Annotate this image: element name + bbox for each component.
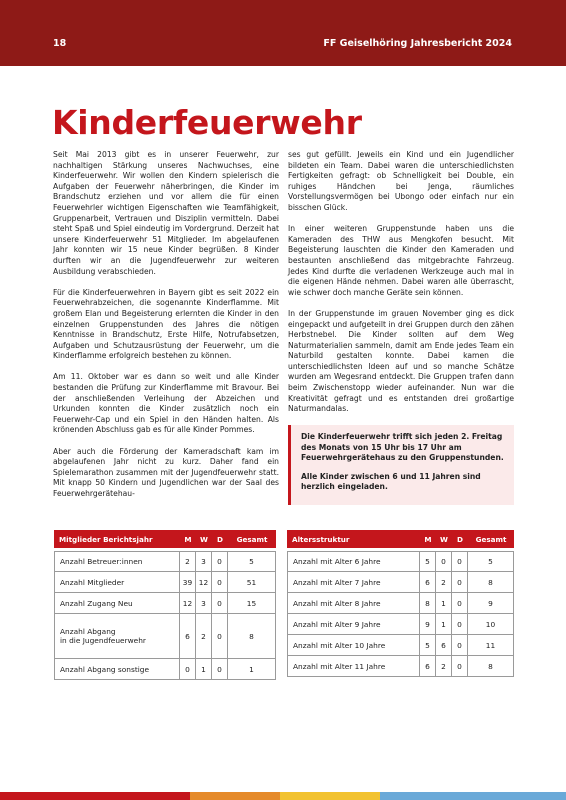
stripe-segment-red [0, 792, 190, 800]
row-label: Anzahl Zugang Neu [54, 593, 180, 614]
cell-m: 6 [180, 614, 196, 659]
cell-total: 8 [228, 614, 276, 659]
table-header-cell: M [420, 530, 436, 548]
table-header-cell: Gesamt [468, 530, 514, 548]
cell-total: 8 [468, 656, 514, 677]
table-row [54, 593, 276, 614]
cell-d: 0 [452, 635, 468, 656]
cell-m: 5 [420, 551, 436, 572]
table-row [54, 614, 276, 659]
cell-d: 0 [212, 572, 228, 593]
cell-w: 1 [196, 659, 212, 680]
table-row [287, 656, 514, 677]
page-title: Kinderfeuerwehr [52, 103, 362, 142]
row-label: Anzahl mit Alter 6 Jahre [287, 551, 420, 572]
row-label: Anzahl Abgang sonstige [54, 659, 180, 680]
members-table [54, 530, 276, 680]
paragraph: Seit Mai 2013 gibt es in unserer Feuerwehr, zur nachhaltigen Stärkung unseres Nachwuchses, eine Kinderfeuerwehr. Wir wollen den Kindern spielerisch die Aufgaben der Feuerwehr näherbringen, die Kinder im Brandschutz erziehen und vor allem die für einen Feuerwehrler wichtigen Eigenschaften wie Teamfähigkeit, Gruppenarbeit, Vertrauen und Disziplin vermitteln. Dabei steht Spaß und Spiel eindeutig im Vordergrund. Derzeit hat unsere Kinderfeuerwehr 51 Mitglieder. Im abgelaufenen Jahr konnten wir 15 neue Kinder begrüßen. 8 Kinder durften wir an die Jugendfeuerwehr zur weiteren Ausbildung verabschieden. [53, 150, 279, 276]
row-label: Anzahl mit Alter 11 Jahre [287, 656, 420, 677]
cell-d: 0 [452, 572, 468, 593]
cell-d: 0 [452, 614, 468, 635]
paragraph: In der Gruppenstunde im grauen November ging es dick eingepackt und aufgeteilt in drei Gruppen durch den zähen Herbstnebel. Die Kinder sollten auf dem Weg Naturmaterialien sammeln, damit am Ende jedes Team ein Naturbild gestalten konnte. Dabei kamen die unterschiedlichsten Ideen auf und so manche Schätze wurden am Wegesrand entdeckt. Die Gruppen trafen dann beim Zwischenstopp wieder aufeinander. Nun war die Kreativität gefragt und es entstanden drei großartige Naturmandalas. [288, 308, 514, 414]
table-header-cell: Gesamt [228, 530, 276, 548]
cell-w: 3 [196, 593, 212, 614]
cell-m: 2 [180, 551, 196, 572]
cell-total: 5 [228, 551, 276, 572]
cell-m: 0 [180, 659, 196, 680]
cell-total: 10 [468, 614, 514, 635]
cell-total: 15 [228, 593, 276, 614]
stripe-segment-orange [190, 792, 280, 800]
stripe-segment-yellow [280, 792, 380, 800]
header-bar [0, 0, 566, 66]
cell-w: 1 [436, 593, 452, 614]
cell-w: 0 [436, 551, 452, 572]
cell-total: 5 [468, 551, 514, 572]
info-box-meeting-text: Die Kinderfeuerwehr trifft sich jeden 2. Freitag des Monats von 15 Uhr bis 17 Uhr am Feuerwehrgerätehaus zu den Gruppenstunden. [301, 432, 504, 463]
cell-d: 0 [452, 656, 468, 677]
stripe-segment-blue [380, 792, 566, 800]
table-header-cell: W [196, 530, 212, 548]
row-label: Anzahl mit Alter 10 Jahre [287, 635, 420, 656]
row-label: Anzahl mit Alter 7 Jahre [287, 572, 420, 593]
table-header-cell: M [180, 530, 196, 548]
cell-w: 2 [436, 572, 452, 593]
info-box [288, 425, 514, 505]
paragraph: Am 11. Oktober war es dann so weit und alle Kinder bestanden die Prüfung zur Kinderflamme mit Bravour. Bei der anschließenden Verleihung der Abzeichen und Urkunden konnten die Kinder zusätzlich noch ein Feuerwehr-Cap und ein Spiel in den Händen halten. Als krönenden Abschluss gab es für alle Kinder Pommes. [53, 372, 279, 435]
bottom-color-stripe [0, 792, 566, 800]
paragraph: ses gut gefüllt. Jeweils ein Kind und ein Jugendlicher bildeten ein Team. Dabei waren die unterschiedlichsten Fertigkeiten gefragt: ob Schnelligkeit bei Double, ein ruhiges Händchen bei Jenga, räumliches Vorstellungsvermögen bei Ubongo oder einfach nur ein bisschen Glück. [288, 150, 514, 212]
cell-d: 0 [212, 551, 228, 572]
table-row [54, 572, 276, 593]
table-header-cell: Altersstruktur [287, 530, 420, 548]
report-title: FF Geiselhöring Jahresbericht 2024 [323, 38, 512, 49]
cell-d: 0 [212, 614, 228, 659]
paragraph: Aber auch die Förderung der Kameradschaft kam im abgelaufenen Jahr nicht zu kurz. Daher fand ein Spielemarathon zusammen mit der Jugendfeuerwehr statt. Mit knapp 50 Kindern und Jugendlichen war der Saal des Feuerwehrgerätehau- [53, 446, 279, 498]
cell-w: 1 [436, 614, 452, 635]
cell-m: 6 [420, 572, 436, 593]
cell-d: 0 [212, 593, 228, 614]
table-header-cell: D [212, 530, 228, 548]
row-label: Anzahl Abgang in die Jugendfeuerwehr [54, 614, 180, 659]
table-header-cell: Mitglieder Berichtsjahr [54, 530, 180, 548]
row-label: Anzahl mit Alter 9 Jahre [287, 614, 420, 635]
table-row [287, 572, 514, 593]
cell-m: 9 [420, 614, 436, 635]
table-header-cell: W [436, 530, 452, 548]
cell-total: 51 [228, 572, 276, 593]
cell-d: 0 [452, 593, 468, 614]
row-label: Anzahl Betreuer:innen [54, 551, 180, 572]
table-header-row [54, 530, 276, 548]
text-column-right [288, 150, 514, 425]
cell-d: 0 [452, 551, 468, 572]
cell-total: 11 [468, 635, 514, 656]
page-number: 18 [53, 38, 67, 49]
cell-total: 1 [228, 659, 276, 680]
table-row [287, 614, 514, 635]
text-column-left [53, 150, 279, 510]
cell-w: 3 [196, 551, 212, 572]
row-label: Anzahl mit Alter 8 Jahre [287, 593, 420, 614]
cell-total: 9 [468, 593, 514, 614]
cell-w: 12 [196, 572, 212, 593]
cell-m: 39 [180, 572, 196, 593]
age-structure-table [287, 530, 514, 677]
info-box-invitation-text: Alle Kinder zwischen 6 und 11 Jahren sind herzlich eingeladen. [301, 471, 481, 492]
table-row [287, 551, 514, 572]
table-header-row [287, 530, 514, 548]
cell-m: 6 [420, 656, 436, 677]
cell-total: 8 [468, 572, 514, 593]
cell-m: 8 [420, 593, 436, 614]
table-row [54, 551, 276, 572]
cell-w: 2 [196, 614, 212, 659]
table-row [54, 659, 276, 680]
cell-w: 2 [436, 656, 452, 677]
cell-m: 5 [420, 635, 436, 656]
table-header-cell: D [452, 530, 468, 548]
cell-m: 12 [180, 593, 196, 614]
paragraph: Für die Kinderfeuerwehren in Bayern gibt es seit 2022 ein Feuerwehrabzeichen, die sogenannte Kinderflamme. Mit großem Elan und Begeisterung erlernten die Kinder in den einzelnen Gruppenstunden des Jahres die nötigen Kenntnisse in Brandschutz, Erste Hilfe, Notrufabsetzen, Aufgaben und Schutzausrüstung der Feuerwehr, um die Kinderflamme erfolgreich bestehen zu können. [53, 287, 279, 361]
paragraph: In einer weiteren Gruppenstunde haben uns die Kameraden des THW aus Mengkofen besucht. Mit Begeisterung lauschten die Kinder den Kameraden und bestaunten anschließend das mitgebrachte Fahrzeug. Jedes Kind durfte die verladenen Werkzeuge auch mal in die eigenen Hände nehmen. Dabei waren alle überrascht, wie schwer doch manche Geräte sein können. [288, 224, 514, 297]
table-row [287, 635, 514, 656]
table-row [287, 593, 514, 614]
cell-d: 0 [212, 659, 228, 680]
cell-w: 6 [436, 635, 452, 656]
row-label: Anzahl Mitglieder [54, 572, 180, 593]
